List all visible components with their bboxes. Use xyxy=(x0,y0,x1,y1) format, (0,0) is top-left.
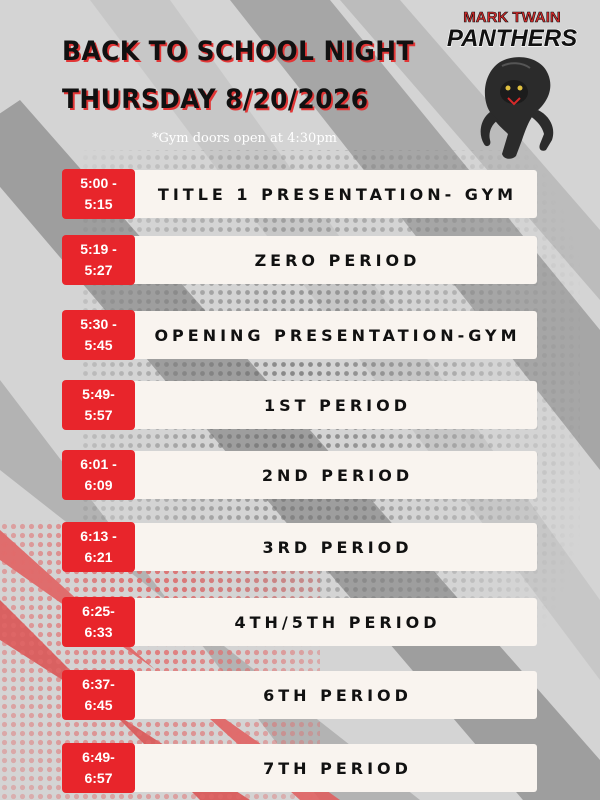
time-end: 6:33 xyxy=(84,624,113,640)
time-badge xyxy=(62,310,135,360)
time-start: 5:00 - xyxy=(80,175,117,191)
session-label: ZERO PERIOD xyxy=(130,236,537,284)
time-end: 5:45 xyxy=(84,337,113,353)
session-label: TITLE 1 PRESENTATION- GYM xyxy=(130,170,537,218)
time-start: 6:01 - xyxy=(80,456,117,472)
time-start: 6:25- xyxy=(82,603,115,619)
time-start: 6:13 - xyxy=(80,528,117,544)
event-title: BACK TO SCHOOL NIGHT xyxy=(62,36,414,67)
time-badge xyxy=(62,597,135,647)
schedule-row xyxy=(62,450,537,500)
time-badge xyxy=(62,522,135,572)
schedule-row xyxy=(62,310,537,360)
schedule-row xyxy=(62,670,537,720)
time-start: 6:37- xyxy=(82,676,115,692)
time-start: 5:19 - xyxy=(80,241,117,257)
session-label: 4TH/5TH PERIOD xyxy=(130,598,537,646)
time-badge xyxy=(62,743,135,793)
schedule-row xyxy=(62,597,537,647)
time-badge xyxy=(62,380,135,430)
time-end: 5:57 xyxy=(84,407,113,423)
time-start: 6:49- xyxy=(82,749,115,765)
session-label: 2ND PERIOD xyxy=(130,451,537,499)
schedule-row xyxy=(62,522,537,572)
time-start: 5:49- xyxy=(82,386,115,402)
time-badge xyxy=(62,169,135,219)
logo-top-text: MARK TWAIN xyxy=(463,9,561,26)
schedule-row xyxy=(62,380,537,430)
time-badge xyxy=(62,450,135,500)
time-badge xyxy=(62,670,135,720)
time-start: 5:30 - xyxy=(80,316,117,332)
session-label: 7TH PERIOD xyxy=(130,744,537,792)
schedule-row xyxy=(62,743,537,793)
schedule-row xyxy=(62,235,537,285)
time-end: 5:15 xyxy=(84,196,113,212)
panthers-logo xyxy=(430,0,590,165)
session-label: 1ST PERIOD xyxy=(130,381,537,429)
logo-main-text: PANTHERS xyxy=(446,25,578,52)
time-end: 6:57 xyxy=(84,770,113,786)
session-label: 6TH PERIOD xyxy=(130,671,537,719)
time-badge xyxy=(62,235,135,285)
event-date: THURSDAY 8/20/2026 xyxy=(62,84,369,115)
time-end: 6:45 xyxy=(84,697,113,713)
panther-icon xyxy=(481,57,554,159)
time-end: 5:27 xyxy=(84,262,113,278)
schedule-row xyxy=(62,169,537,219)
time-end: 6:21 xyxy=(84,549,113,565)
time-end: 6:09 xyxy=(84,477,113,493)
session-label: 3RD PERIOD xyxy=(130,523,537,571)
doors-note: *Gym doors open at 4:30pm xyxy=(152,131,337,146)
session-label: OPENING PRESENTATION-GYM xyxy=(130,311,537,359)
